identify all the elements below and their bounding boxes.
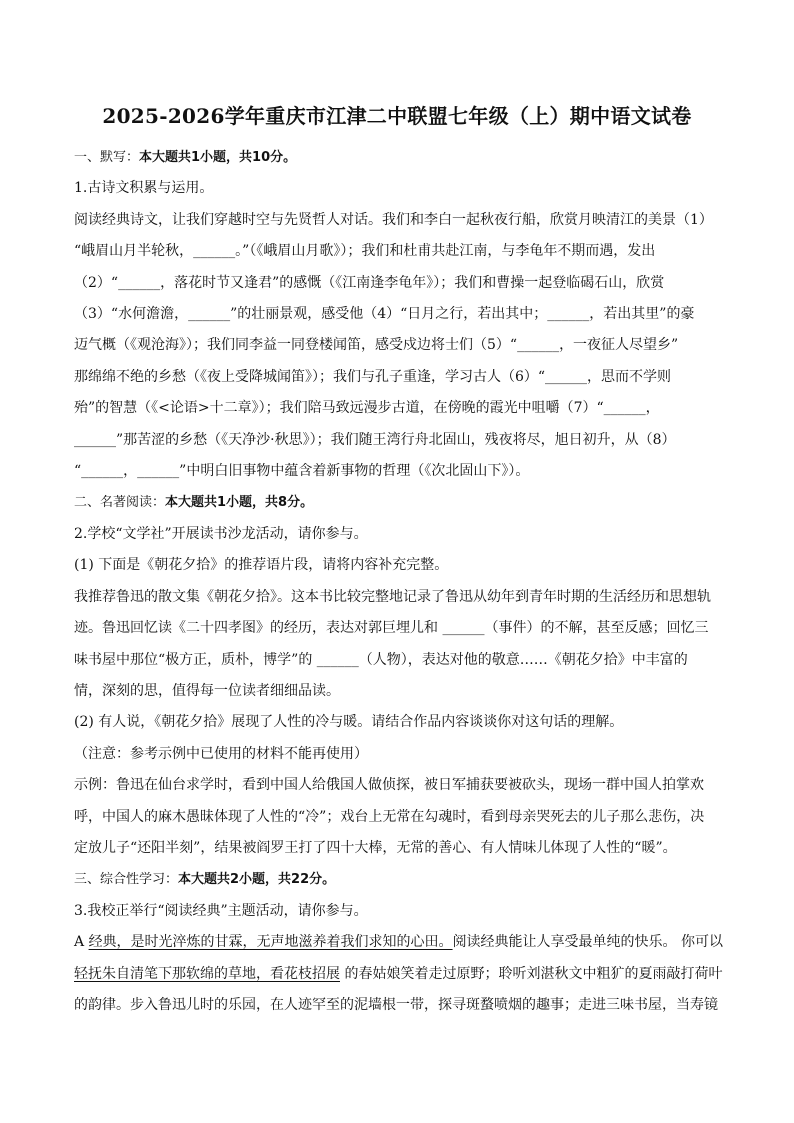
section-heading-1: [74, 142, 736, 173]
section-number: 三、综合性学习：: [74, 872, 179, 888]
question-2-sub1-body: [74, 582, 736, 708]
question-2-example: [74, 770, 736, 864]
exam-content: [74, 142, 736, 1021]
section-label: 本大题共1小题，共8分。: [165, 495, 314, 511]
text-line: 我推荐鲁迅的散文集《朝花夕拾》。这本书比较完整地记录了鲁迅从幼年到青年时期的生活经历和思想轨: [74, 588, 711, 605]
question-3-passage: [74, 927, 736, 1021]
text-line: ______”那苦涩的乡愁（《天净沙·秋思》）；我们随王湾行舟北固山，残夜将尽，旭日初升，从（8）: [74, 431, 676, 448]
text-line: 迈气概（《观沧海》）；我们同李益一同登楼闻笛，感受戍边将士们（5）“______，一夜征人尽望乡”: [74, 337, 679, 354]
question-2-stem: 2.学校“文学社”开展读书沙龙活动，请你参与。: [74, 525, 368, 542]
passage-text: 阅读经典能让人享受最单纯的快乐。 你可以: [452, 934, 724, 951]
text-line: “峨眉山月半轮秋，______。”（《峨眉山月歌》）；我们和杜甫共赴江南，与李龟年不期而遇，发出: [74, 243, 656, 260]
passage-text: 的春姑娘笑着走过原野；聆听刘湛秋文中粗犷的夏雨敲打荷叶: [340, 965, 723, 982]
text-line: 阅读经典诗文，让我们穿越时空与先贤哲人对话。我们和李白一起秋夜行船，欣赏月映清江的美景（1）: [74, 211, 713, 228]
underlined-sentence: 经典，是时光淬炼的甘霖，无声地滋养着我们求知的心田。: [88, 934, 453, 951]
exam-title: 2025-2026学年重庆市江津二中联盟七年级（上）期中语文试卷: [102, 104, 692, 128]
question-2-sub2: (2) 有人说，《朝花夕拾》展现了人性的冷与暖。请结合作品内容谈谈你对这句话的理解。: [74, 714, 624, 731]
text-line: “______，______”中明白旧事物中蕴含着新事物的哲理（《次北固山下》）。: [74, 463, 530, 480]
text-line: （2）“______，落花时节又逢君”的感慨（《江南逢李龟年》）；我们和曹操一起登临碣石山，欣赏: [74, 274, 665, 291]
question-1-stem: 1.古诗文积累与运用。: [74, 180, 214, 197]
section-number: 二、名著阅读：: [74, 495, 166, 511]
text-line: （3）“水何澹澹，______”的壮丽景观，感受他（4）“日月之行，若出其中；______，若出其里”的豪: [74, 306, 695, 323]
section-number: 一、默写：: [74, 150, 140, 165]
text-line: 呼，中国人的麻木愚昧体现了人性的“冷”；戏台上无常在勾魂时，看到母亲哭死去的儿子那么悲伤，决: [74, 808, 705, 825]
text-line: [74, 927, 736, 958]
section-heading-2: [74, 487, 736, 518]
question-1-body: [74, 205, 736, 488]
underlined-sentence: 轻抚朱自清笔下那软绵的草地，看花枝招展: [74, 965, 340, 982]
section-label: 本大题共1小题，共10分。: [139, 150, 297, 165]
question-3-stem: 3.我校正举行“阅读经典”主题活动，请你参与。: [74, 902, 368, 919]
section-heading-3: [74, 864, 736, 895]
text-line: 那绵绵不绝的乡愁（《夜上受降城闻笛》）；我们与孔子重逢，学习古人（6）“______，思而不学则: [74, 368, 672, 385]
text-line: 味书屋中那位“极方正，质朴，博学”的 ______（人物），表达对他的敬意……《朝花夕拾》中丰富的: [74, 651, 688, 668]
text-line: 示例：鲁迅在仙台求学时，看到中国人给俄国人做侦探，被日军捕获要被砍头，现场一群中国人拍掌欢: [74, 777, 704, 794]
text-line: 定放儿子“还阳半刻”，结果被阎罗王打了四十大棒，无常的善心、有人情味儿体现了人性的“暖”。: [74, 839, 677, 856]
section-label: 本大题共2小题，共22分。: [178, 872, 336, 888]
text-line: 迹。鲁迅回忆读《二十四孝图》的经历，表达对郭巨埋儿和 ______（事件）的不解，甚至反感；回忆三: [74, 620, 709, 637]
question-2-note: （注意：参考示例中已使用的材料不能再使用）: [74, 745, 368, 762]
text-line: [74, 959, 736, 990]
text-line: 情，深刻的思，值得每一位读者细细品读。: [74, 682, 340, 699]
text-line: 的韵律。步入鲁迅儿时的乐园，在人迹罕至的泥墙根一带，探寻斑蝥喷烟的趣事；走进三味书屋，当寿镜: [74, 996, 718, 1013]
text-line: 殆”的智慧（《<论语>十二章》）；我们陪马致远漫步古道，在傍晚的霞光中咀嚼（7）“______，: [74, 400, 660, 417]
question-2-sub1: (1) 下面是《朝花夕拾》的推荐语片段，请将内容补充完整。: [74, 557, 449, 574]
passage-marker: A: [74, 934, 89, 951]
